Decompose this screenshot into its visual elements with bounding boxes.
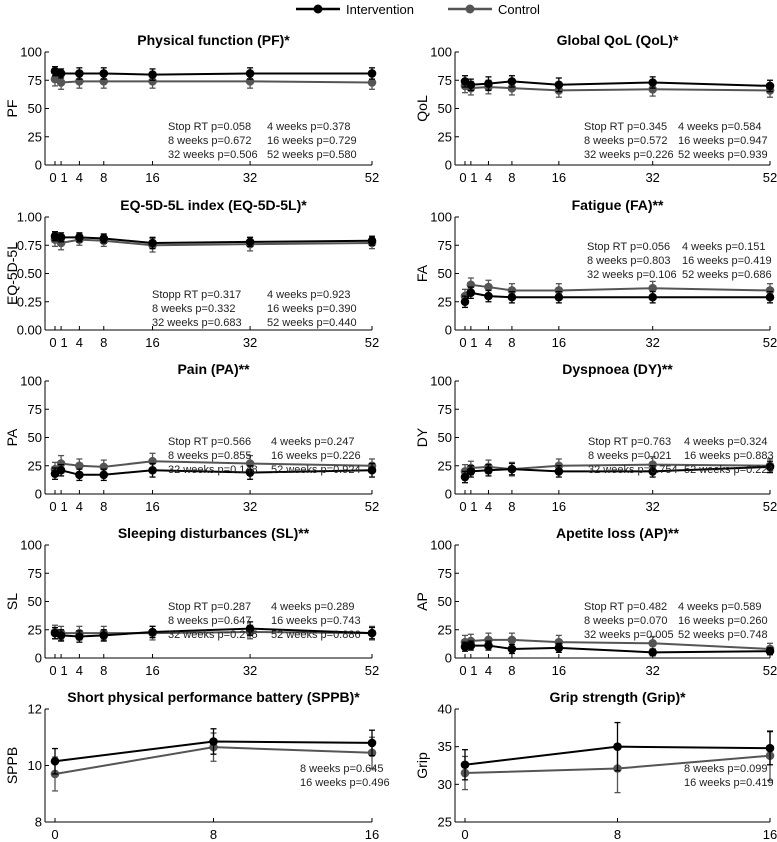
panel-1-xtick-label: 16 — [145, 170, 160, 185]
panel-1-series-intervention-point — [99, 69, 108, 78]
panel-4-ytick-label: 75 — [437, 237, 452, 253]
panel-8-pvalues — [584, 601, 768, 641]
panel-6-series-intervention-point — [508, 465, 517, 474]
panel-6-pvalue: 8 weeks p=0.021 — [588, 450, 672, 462]
panel-3-ytick-label: 0.25 — [16, 294, 42, 310]
panel-3-ytick-label: 0.00 — [16, 322, 42, 338]
panel-10-series-intervention-point — [461, 760, 470, 769]
panel-4-series-intervention-point — [467, 288, 476, 297]
panel-4-pvalue: 4 weeks p=0.151 — [682, 241, 766, 253]
panel-1-ytick-label: 100 — [20, 44, 42, 60]
panel-1-xtick-label: 32 — [242, 170, 258, 185]
panel-7-series-intervention-point — [75, 632, 84, 641]
panel-6-xtick-label: 8 — [508, 499, 516, 514]
panel-4-title: Fatigue (FA)** — [571, 197, 664, 213]
panel-3-series-intervention-point — [75, 233, 84, 242]
legend-control-marker — [466, 5, 475, 14]
panel-5-xtick-label: 32 — [242, 499, 258, 514]
panel-2-pvalue: 16 weeks p=0.947 — [678, 135, 768, 147]
panel-2-series-intervention-point — [484, 79, 493, 88]
panel-2-ytick-label: 75 — [437, 72, 452, 88]
panel-7-ytick-label: 50 — [27, 594, 42, 609]
panel-7-pvalue: 4 weeks p=0.289 — [271, 601, 355, 613]
panel-5-series-intervention-point — [148, 466, 157, 475]
panel-7-pvalue: 8 weeks p=0.647 — [168, 615, 252, 627]
panel-5-series-intervention-point — [99, 470, 108, 479]
panel-2-ytick-label: 50 — [437, 101, 452, 116]
panel-6-xtick-label: 16 — [551, 499, 567, 514]
panel-7-ytick-label: 100 — [20, 537, 42, 553]
panel-4-xtick-label: 1 — [470, 335, 478, 350]
panel-9-pvalue: 8 weeks p=0.645 — [300, 763, 384, 775]
panel-9-ylabel: SPPB — [4, 746, 20, 785]
panel-1-series-intervention-point — [148, 70, 157, 79]
panel-4-xtick-label: 52 — [762, 335, 777, 350]
panel-3-pvalue: 4 weeks p=0.923 — [267, 289, 351, 301]
panel-10-ytick-label: 35 — [437, 739, 452, 755]
panel-8-series-intervention-point — [508, 645, 517, 654]
panel-3-ytick-label: 0.50 — [16, 266, 42, 281]
panel-4-ytick-label: 100 — [430, 209, 452, 225]
panel-9-series-intervention-point — [368, 739, 377, 748]
panel-2-pvalues — [584, 121, 768, 161]
panel-10 — [414, 689, 777, 842]
panel-3-title: EQ-5D-5L index (EQ-5D-5L)* — [120, 197, 307, 213]
panel-3-series-intervention-point — [57, 233, 66, 242]
panel-1-pvalues — [168, 121, 357, 161]
panel-7-xtick-label: 1 — [60, 663, 68, 678]
panel-8-pvalue: 8 weeks p=0.070 — [584, 615, 668, 627]
panel-6-xtick-label: 4 — [484, 499, 493, 514]
panel-8-ytick-label: 100 — [430, 537, 452, 553]
panel-1-pvalue: 4 weeks p=0.378 — [267, 121, 351, 133]
panel-8-ytick-label: 0 — [444, 650, 452, 666]
panel-8-xtick-label: 4 — [484, 663, 493, 678]
panel-3-pvalue: 16 weeks p=0.390 — [267, 303, 357, 315]
panel-3-series-intervention-point — [368, 236, 377, 245]
panel-4-xtick-label: 0 — [459, 335, 467, 350]
panel-7-ylabel: SL — [4, 592, 20, 611]
panel-5-ylabel: PA — [4, 428, 20, 447]
panel-8-xtick-label: 16 — [551, 663, 567, 678]
panel-8-pvalue: 4 weeks p=0.589 — [678, 601, 762, 613]
panel-1-xtick-label: 0 — [49, 170, 57, 185]
panel-5-xtick-label: 1 — [60, 499, 68, 514]
panel-7 — [4, 525, 379, 678]
panel-7-series-intervention-point — [99, 631, 108, 640]
panel-6-title: Dyspnoea (DY)** — [562, 361, 673, 377]
panel-1-xtick-label: 4 — [75, 170, 84, 185]
panel-2-xtick-label: 4 — [484, 170, 493, 185]
panel-5-xtick-label: 16 — [145, 499, 160, 514]
panel-8-ytick-label: 25 — [437, 622, 452, 638]
panel-7-xtick-label: 52 — [364, 663, 380, 678]
panel-9-xtick-label: 8 — [209, 827, 218, 842]
legend-intervention-marker — [314, 5, 323, 14]
panel-1-pvalue: 32 weeks p=0.506 — [168, 149, 258, 161]
panel-5-ytick-label: 25 — [27, 458, 42, 474]
panel-1-xtick-label: 1 — [60, 170, 68, 185]
panel-3-pvalue: 52 weeks p=0.440 — [267, 317, 357, 329]
panel-6-series-intervention-point — [467, 467, 476, 476]
panel-5-xtick-label: 8 — [100, 499, 108, 514]
panel-4-pvalues — [587, 241, 772, 281]
panel-2-series-intervention-point — [508, 77, 517, 86]
panel-2-xtick-label: 0 — [459, 170, 467, 185]
panel-8-ylabel: AP — [414, 592, 430, 611]
panel-4-series-control — [461, 278, 775, 303]
panel-10-ytick-label: 30 — [437, 776, 452, 792]
panel-8-series-intervention-point — [648, 648, 657, 657]
panel-5-pvalue: 32 weeks p=0.148 — [168, 464, 258, 476]
panel-1-series-intervention-point — [57, 69, 66, 78]
panel-4-xtick-label: 8 — [508, 335, 516, 350]
panel-4-pvalue: 52 weeks p=0.686 — [682, 269, 772, 281]
panel-5-xtick-label: 4 — [75, 499, 84, 514]
panel-2-xtick-label: 1 — [470, 170, 478, 185]
panel-1-series-intervention-point — [75, 69, 84, 78]
panel-2-series-intervention-point — [555, 80, 564, 89]
panel-4-series-intervention-point — [648, 293, 657, 302]
panel-4-pvalue: 8 weeks p=0.803 — [587, 255, 671, 267]
panel-5-ytick-label: 0 — [34, 486, 42, 502]
panel-3-series-intervention-point — [246, 238, 255, 247]
panel-8-series-control-point — [508, 636, 517, 645]
panel-1-pvalue: Stop RT p=0.058 — [168, 121, 252, 133]
panel-8 — [414, 525, 777, 678]
panel-7-series-intervention-point — [368, 629, 377, 638]
panel-2-series-intervention-point — [648, 78, 657, 87]
panel-9-series-intervention-point — [51, 757, 60, 766]
panel-5-series-intervention-point — [368, 466, 377, 475]
panel-9-pvalues — [300, 763, 390, 789]
panel-2-title: Global QoL (QoL)* — [556, 32, 679, 48]
panel-5-ytick-label: 100 — [20, 373, 42, 389]
panel-8-pvalue: 52 weeks p=0.748 — [678, 629, 768, 641]
panel-7-pvalue: 32 weeks p=0.275 — [168, 629, 258, 641]
panel-4-xtick-label: 4 — [484, 335, 493, 350]
panel-8-series-intervention-point — [555, 644, 564, 653]
panel-7-xtick-label: 4 — [75, 663, 84, 678]
panel-3-series-intervention-point — [148, 239, 157, 248]
panel-4-ytick-label: 50 — [437, 266, 452, 281]
panel-10-pvalue: 16 weeks p=0.419 — [684, 777, 774, 789]
panel-5-pvalue: 16 weeks p=0.226 — [271, 450, 361, 462]
panel-4-series-intervention-point — [766, 293, 775, 302]
panel-3-xtick-label: 32 — [242, 335, 258, 350]
panel-1-ytick-label: 75 — [27, 72, 42, 88]
panel-4-pvalue: 16 weeks p=0.419 — [682, 255, 772, 267]
panel-8-title: Apetite loss (AP)** — [556, 525, 679, 541]
panel-7-xtick-label: 8 — [100, 663, 108, 678]
panel-1-pvalue: 8 weeks p=0.672 — [168, 135, 252, 147]
panel-2-ytick-label: 0 — [444, 157, 452, 173]
panel-10-pvalues — [684, 763, 774, 789]
panel-9-ytick-label: 12 — [27, 701, 42, 717]
panel-2-xtick-label: 16 — [551, 170, 567, 185]
panel-3-ylabel: EQ-5D-5L — [4, 241, 20, 306]
panel-1-series-intervention-point — [368, 69, 377, 78]
panel-6-ytick-label: 75 — [437, 401, 452, 417]
panel-6-ytick-label: 0 — [444, 486, 452, 502]
panel-2-ytick-label: 100 — [430, 44, 452, 60]
panel-6-xtick-label: 0 — [459, 499, 467, 514]
panel-8-xtick-label: 8 — [508, 663, 516, 678]
panel-9 — [4, 689, 390, 842]
panel-10-xtick-label: 16 — [762, 827, 777, 842]
panel-6-xtick-label: 52 — [762, 499, 777, 514]
panel-6 — [414, 361, 777, 514]
panel-10-ylabel: Grip — [414, 752, 430, 779]
panel-5-xtick-label: 0 — [49, 499, 57, 514]
panel-3-xtick-label: 8 — [100, 335, 108, 350]
panel-5-xtick-label: 52 — [364, 499, 380, 514]
panel-5-ytick-label: 75 — [27, 401, 42, 417]
panel-1-pvalue: 16 weeks p=0.729 — [267, 135, 357, 147]
panel-1-xtick-label: 52 — [364, 170, 380, 185]
panel-8-series-intervention-point — [467, 641, 476, 650]
panel-10-xtick-label: 0 — [461, 827, 469, 842]
panel-7-series-intervention-point — [57, 631, 66, 640]
panel-1-series-intervention-point — [246, 69, 255, 78]
panel-1-series-intervention — [51, 67, 377, 81]
panel-9-xtick-label: 0 — [51, 827, 59, 842]
panel-10-title: Grip strength (Grip)* — [549, 689, 686, 705]
panel-10-series-intervention-point — [613, 742, 622, 751]
panel-3-ytick-label: 1.00 — [16, 209, 42, 225]
panel-6-xtick-label: 32 — [645, 499, 660, 514]
panel-7-pvalue: Stop RT p=0.287 — [168, 601, 252, 613]
panel-1-ylabel: PF — [4, 99, 20, 118]
panel-7-title: Sleeping disturbances (SL)** — [117, 525, 310, 541]
legend-control-label: Control — [498, 2, 540, 17]
panel-4-ytick-label: 0 — [444, 322, 452, 338]
panel-3-series-intervention-point — [99, 234, 108, 243]
panel-7-pvalue: 16 weeks p=0.743 — [271, 615, 361, 627]
panel-7-xtick-label: 0 — [49, 663, 57, 678]
panel-8-xtick-label: 32 — [645, 663, 660, 678]
panel-6-pvalue: 4 weeks p=0.324 — [684, 436, 768, 448]
panel-5-ytick-label: 50 — [27, 430, 42, 445]
panel-8-xtick-label: 0 — [459, 663, 467, 678]
panel-10-xtick-label: 8 — [613, 827, 622, 842]
panel-2-series-intervention-point — [467, 80, 476, 89]
legend — [296, 2, 540, 17]
panel-4-ytick-label: 25 — [437, 294, 452, 310]
panel-9-title: Short physical performance battery (SPPB)* — [67, 689, 360, 705]
panel-2-xtick-label: 32 — [645, 170, 660, 185]
panel-2-ylabel: QoL — [414, 95, 430, 122]
panel-1-ytick-label: 50 — [27, 101, 42, 116]
panel-3-xtick-label: 16 — [145, 335, 160, 350]
panel-2-series-intervention-point — [766, 82, 775, 91]
panel-8-series-intervention-point — [484, 641, 493, 650]
panel-6-xtick-label: 1 — [470, 499, 478, 514]
panel-3-pvalue: 32 weeks p=0.683 — [152, 317, 242, 329]
panel-5-series-intervention-point — [57, 466, 66, 475]
panel-6-series-intervention-point — [555, 467, 564, 476]
panel-4-series-intervention-point — [484, 292, 493, 301]
panel-1-ytick-label: 25 — [27, 129, 42, 145]
panel-4-pvalue: Stop RT p=0.056 — [587, 241, 671, 253]
panel-4-xtick-label: 32 — [645, 335, 660, 350]
panel-5-pvalue: 52 weeks p=0.924 — [271, 464, 361, 476]
panel-8-ytick-label: 50 — [437, 594, 452, 609]
panel-2-pvalue: 4 weeks p=0.584 — [678, 121, 762, 133]
panel-8-xtick-label: 52 — [762, 663, 777, 678]
panel-3 — [4, 197, 379, 350]
panel-2-ytick-label: 25 — [437, 129, 452, 145]
panel-6-ylabel: DY — [414, 427, 430, 448]
panel-5-pvalue: Stop RT p=0.566 — [168, 436, 252, 448]
panel-5-pvalue: 4 weeks p=0.247 — [271, 436, 355, 448]
legend-intervention-label: Intervention — [346, 2, 414, 17]
panel-9-ytick-label: 10 — [27, 758, 42, 773]
panel-8-pvalue: 16 weeks p=0.260 — [678, 615, 768, 627]
panel-4 — [414, 197, 777, 350]
panel-6-ytick-label: 25 — [437, 458, 452, 474]
panel-7-ytick-label: 25 — [27, 622, 42, 638]
panel-2-xtick-label: 52 — [762, 170, 777, 185]
panel-5-title: Pain (PA)** — [177, 361, 250, 377]
panel-7-series-intervention-point — [148, 628, 157, 637]
panel-8-pvalue: 32 weeks p=0.005 — [584, 629, 674, 641]
panel-1-pvalue: 52 weeks p=0.580 — [267, 149, 357, 161]
panel-2 — [414, 32, 777, 185]
panel-3-xtick-label: 52 — [364, 335, 380, 350]
panel-3-pvalues — [152, 289, 357, 329]
panel-5-pvalues — [168, 436, 361, 476]
panel-7-pvalues — [168, 601, 361, 641]
panel-8-pvalue: Stop RT p=0.482 — [584, 601, 668, 613]
panel-4-xtick-label: 16 — [551, 335, 567, 350]
panel-6-pvalue: 16 weeks p=0.883 — [684, 450, 774, 462]
panel-9-xtick-label: 16 — [364, 827, 380, 842]
panel-4-series-intervention-point — [555, 293, 564, 302]
panel-10-series-intervention-point — [766, 744, 775, 753]
panel-7-xtick-label: 16 — [145, 663, 160, 678]
panel-3-pvalue: Stopp RT p=0.317 — [152, 289, 242, 301]
panel-10-pvalue: 8 weeks p=0.099 — [684, 763, 768, 775]
panel-9-series-intervention-point — [209, 737, 218, 746]
panel-10-ytick-label: 25 — [437, 814, 452, 830]
panel-6-ytick-label: 100 — [430, 373, 452, 389]
panel-3-pvalue: 8 weeks p=0.332 — [152, 303, 236, 315]
panel-2-pvalue: 52 weeks p=0.939 — [678, 149, 768, 161]
panel-5-pvalue: 8 weeks p=0.855 — [168, 450, 252, 462]
panel-9-pvalue: 16 weeks p=0.496 — [300, 777, 390, 789]
panel-1-ytick-label: 0 — [34, 157, 42, 173]
panel-8-series-intervention-point — [766, 647, 775, 656]
panel-7-ytick-label: 0 — [34, 650, 42, 666]
panel-8-ytick-label: 75 — [437, 565, 452, 581]
panel-9-ytick-label: 8 — [34, 814, 42, 830]
panel-1-series-control-point — [57, 78, 66, 87]
panel-5 — [4, 361, 379, 514]
panel-6-pvalue: 52 weeks p=0.224 — [684, 464, 774, 476]
panel-4-pvalue: 32 weeks p=0.106 — [587, 269, 677, 281]
panel-1-xtick-label: 8 — [100, 170, 108, 185]
panel-2-pvalue: 8 weeks p=0.572 — [584, 135, 668, 147]
panel-3-ytick-label: 0.75 — [16, 237, 42, 253]
panel-3-xtick-label: 1 — [60, 335, 68, 350]
panel-2-xtick-label: 8 — [508, 170, 516, 185]
panel-6-ytick-label: 50 — [437, 430, 452, 445]
panel-6-series-intervention-point — [484, 466, 493, 475]
panel-6-pvalue: 32 weeks p=0.754 — [588, 464, 678, 476]
panel-2-pvalue: Stop RT p=0.345 — [584, 121, 668, 133]
panel-4-ylabel: FA — [414, 264, 430, 283]
panel-4-series-intervention-point — [508, 293, 517, 302]
panel-8-xtick-label: 1 — [470, 663, 478, 678]
panel-6-pvalue: Stop RT p=0.763 — [588, 436, 672, 448]
panel-7-ytick-label: 75 — [27, 565, 42, 581]
panel-2-pvalue: 32 weeks p=0.226 — [584, 149, 674, 161]
panel-5-series-intervention-point — [75, 470, 84, 479]
panel-3-xtick-label: 4 — [75, 335, 84, 350]
panel-1 — [4, 32, 379, 185]
panel-1-title: Physical function (PF)* — [137, 32, 290, 48]
panel-7-pvalue: 52 weeks p=0.886 — [271, 629, 361, 641]
panel-3-xtick-label: 0 — [49, 335, 57, 350]
panel-10-ytick-label: 40 — [437, 701, 452, 717]
panel-7-xtick-label: 32 — [242, 663, 258, 678]
